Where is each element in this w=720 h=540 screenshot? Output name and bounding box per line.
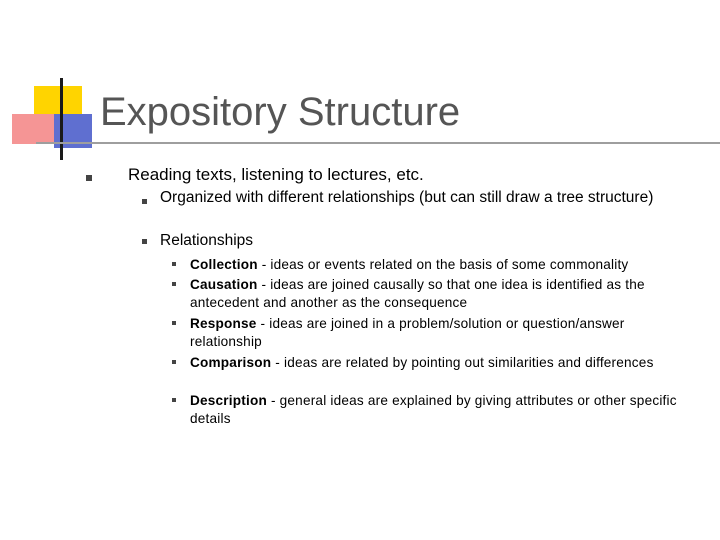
- relationship-term: Description: [190, 393, 267, 408]
- bullet-square-icon: [142, 239, 147, 244]
- relationship-item: [190, 392, 695, 427]
- title-underline: [36, 142, 720, 144]
- relationship-description: - ideas or events related on the basis of some commonality: [257, 257, 629, 272]
- relationship-description: - ideas are joined causally so that one idea is identified as the antecedent and another as the consequence: [190, 277, 645, 310]
- bullet-square-icon: [172, 321, 176, 325]
- relationship-item: [190, 315, 695, 350]
- bullet-square-icon: [142, 199, 147, 204]
- bullet-square-icon: [172, 282, 176, 286]
- bullet-level2-text: Organized with different relationships (but can still draw a tree structure): [160, 189, 654, 206]
- bullet-level2-text: Relationships: [160, 232, 254, 249]
- relationship-description: - ideas are related by pointing out similarities and differences: [271, 355, 654, 370]
- bullet-square-icon: [172, 398, 176, 402]
- relationship-term: Causation: [190, 277, 258, 292]
- relationship-term: Comparison: [190, 355, 272, 370]
- relationship-description: - general ideas are explained by giving attributes or other specific details: [190, 393, 677, 426]
- relationship-item: [190, 354, 695, 372]
- bullet-level1-text: Reading texts, listening to lectures, etc.: [128, 165, 424, 184]
- relationship-term: Collection: [190, 257, 258, 272]
- bullet-square-icon: [172, 360, 176, 364]
- bullet-square-icon: [172, 262, 176, 266]
- relationship-item: [190, 276, 695, 311]
- decor-red-square: [12, 114, 54, 144]
- relationship-item: [190, 256, 695, 274]
- decor-vertical-line: [60, 78, 63, 160]
- relationship-term: Response: [190, 316, 257, 331]
- relationship-description: - ideas are joined in a problem/solution or question/answer relationship: [190, 316, 625, 349]
- bullet-square-icon: [86, 175, 92, 181]
- slide-title: Expository Structure: [100, 90, 461, 134]
